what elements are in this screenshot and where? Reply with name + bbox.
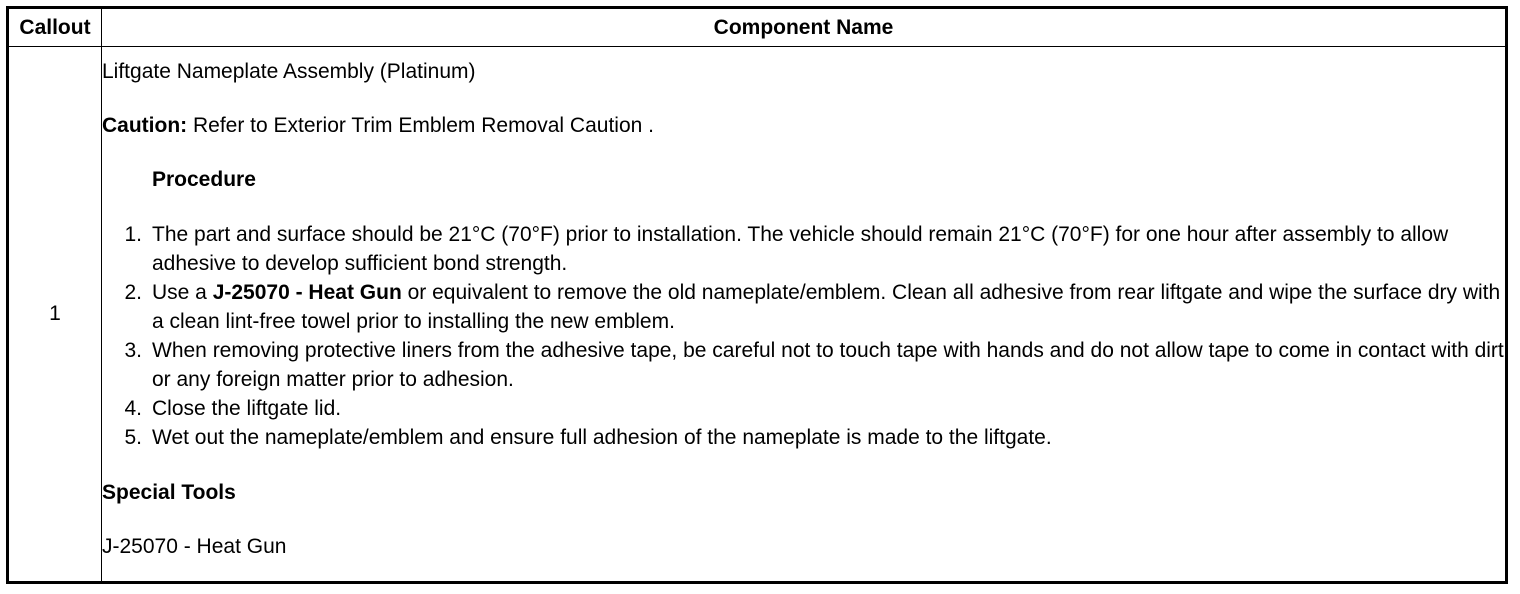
table-row [8, 47, 1507, 583]
step-text [152, 394, 1505, 423]
step-text [152, 278, 1505, 336]
step-number: 1. [124, 223, 142, 246]
procedure-step [102, 423, 1505, 452]
component-name: Liftgate Nameplate Assembly (Platinum) [102, 60, 476, 83]
step-text [152, 220, 1505, 278]
caution-text: Refer to Exterior Trim Emblem Removal Caution . [187, 114, 654, 137]
step-number: 3. [124, 339, 142, 362]
step-number: 2. [124, 281, 142, 304]
component-cell [102, 47, 1507, 583]
caution-note [102, 112, 1505, 139]
procedure-steps [102, 220, 1505, 452]
callout-header: Callout [8, 8, 102, 47]
header-row [8, 8, 1507, 47]
procedure-heading: Procedure [152, 168, 256, 191]
step-number: 4. [124, 397, 142, 420]
procedure-step [102, 278, 1505, 336]
step-text-part: Wet out the nameplate/emblem and ensure full adhesion of the nameplate is made to the liftgate. [152, 426, 1052, 449]
procedure-step [102, 220, 1505, 278]
special-tool-item: J-25070 - Heat Gun [102, 535, 287, 558]
special-tools-heading: Special Tools [102, 481, 236, 504]
step-text [152, 423, 1505, 452]
component-table [6, 6, 1508, 584]
step-text-part: Close the liftgate lid. [152, 397, 342, 420]
step-text-part: When removing protective liners from the adhesive tape, be careful not to touch tape with hands and do not allow tape to come in contact with dirt or any foreign matter prior to adhesion. [152, 339, 1504, 391]
step-text-part: The part and surface should be 21°C (70°F) prior to installation. The vehicle should remain 21°C (70°F) for one hour after assembly to allow adhesive to develop sufficient bond strength. [152, 223, 1449, 275]
callout-cell: 1 [8, 47, 102, 583]
step-tool-reference: J-25070 - Heat Gun [212, 281, 402, 304]
procedure-step [102, 394, 1505, 423]
step-text-part: or equivalent to remove the old nameplate/emblem. Clean all adhesive from rear liftgate and wipe the surface dry with a clean lint-free towel prior to installing the new emblem. [152, 281, 1501, 333]
component-name-header: Component Name [102, 8, 1507, 47]
step-text-part: Use a [152, 281, 213, 304]
step-text [152, 336, 1505, 394]
procedure-step [102, 336, 1505, 394]
caution-label: Caution: [102, 114, 188, 137]
step-number: 5. [124, 426, 142, 449]
